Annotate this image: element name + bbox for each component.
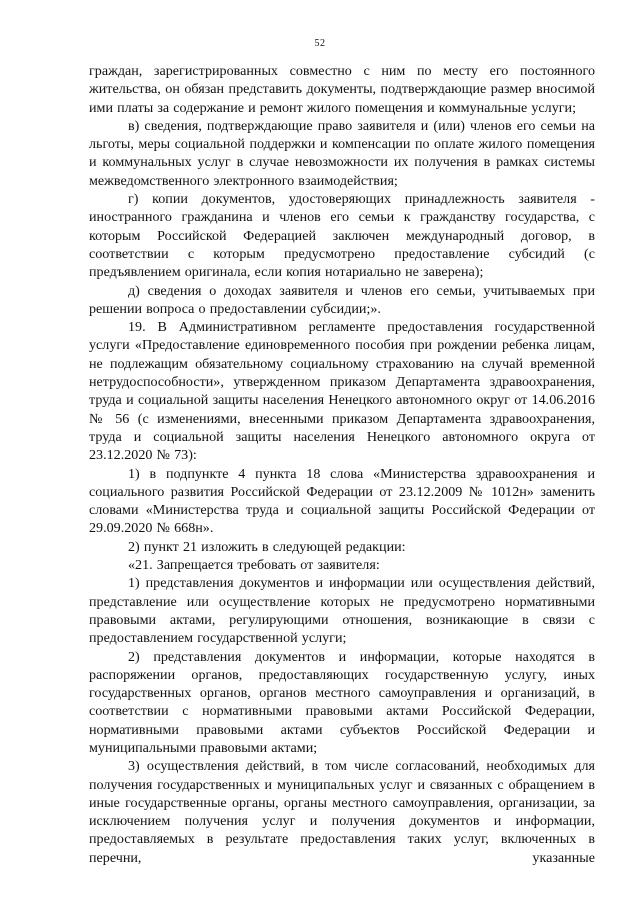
paragraph-5: 19. В Административном регламенте предоставления государственной услуги «Предоставление единовременного пособия при рождении ребенка лицам, не подлежащим обязательному социальному страхованию на случай временной нетрудоспособности», утвержденном приказом Департамента здравоохранения, труда и социальной защиты населения Ненецкого автономного округ от 14.06.2016 № 56 (с изменениями, внесенными приказом Департамента здравоохранения, труда и социальной защиты населения Ненецкого автономного округа от 23.12.2020 № 73):: [89, 319, 595, 464]
paragraph-8: «21. Запрещается требовать от заявителя:: [128, 557, 380, 574]
paragraph-6: 1) в подпункте 4 пункта 18 слова «Министерства здравоохранения и социального развития Российской Федерации от 23.12.2009 № 1012н» заменить словами «Министерства труда и социальной защиты Российской Федерации от 29.09.2020 № 668н».: [89, 465, 595, 537]
document-body: [89, 62, 595, 867]
paragraph-4: д) сведения о доходах заявителя и членов его семьи, учитываемых при решении вопроса о предоставлении субсидии;».: [89, 282, 595, 317]
paragraph-7: 2) пункт 21 изложить в следующей редакции:: [128, 538, 406, 555]
paragraph-11: 3) осуществления действий, в том числе согласований, необходимых для получения государственных и муниципальных услуг и связанных с обращением в иные государственные органы, органы местного самоуправления, организации, за исключением получения услуг и получения документов и информации, предоставляемых в результате предоставления таких услуг, включенных в перечни, указанные: [89, 758, 595, 866]
paragraph-10: 2) представления документов и информации, которые находятся в распоряжении органов, предоставляющих государственную услугу, иных государственных органов, органов местного самоуправления и организаций, в соответствии с нормативными правовыми актами Российской Федерации, нормативными правовыми актами субъектов Российской Федерации и муниципальными правовыми актами;: [89, 648, 595, 756]
page-number: 52: [314, 38, 326, 49]
paragraph-9: 1) представления документов и информации или осуществления действий, представление или осуществление которых не предусмотрено нормативными правовыми актами, регулирующими отношения, возникающие в связи с предоставлением государственной услуги;: [89, 575, 595, 647]
paragraph-3: г) копии документов, удостоверяющих принадлежность заявителя - иностранного гражданина и членов его семьи к гражданству государства, с которым Российской Федерацией заключен международный договор, в соответствии с которым предусмотрено предоставление субсидий (с предъявлением оригинала, если копия нотариально не заверена);: [89, 191, 595, 281]
paragraph-1: граждан, зарегистрированных совместно с ним по месту его постоянного жительства, он обязан представить документы, подтверждающие размер вносимой ими платы за содержание и ремонт жилого помещения и коммунальные услуги;: [89, 63, 595, 116]
paragraph-2: в) сведения, подтверждающие право заявителя и (или) членов его семьи на льготы, меры социальной поддержки и компенсации по оплате жилого помещения и коммунальных услуг в случае невозможности их получения в рамках системы межведомственного электронного взаимодействия;: [89, 117, 595, 189]
